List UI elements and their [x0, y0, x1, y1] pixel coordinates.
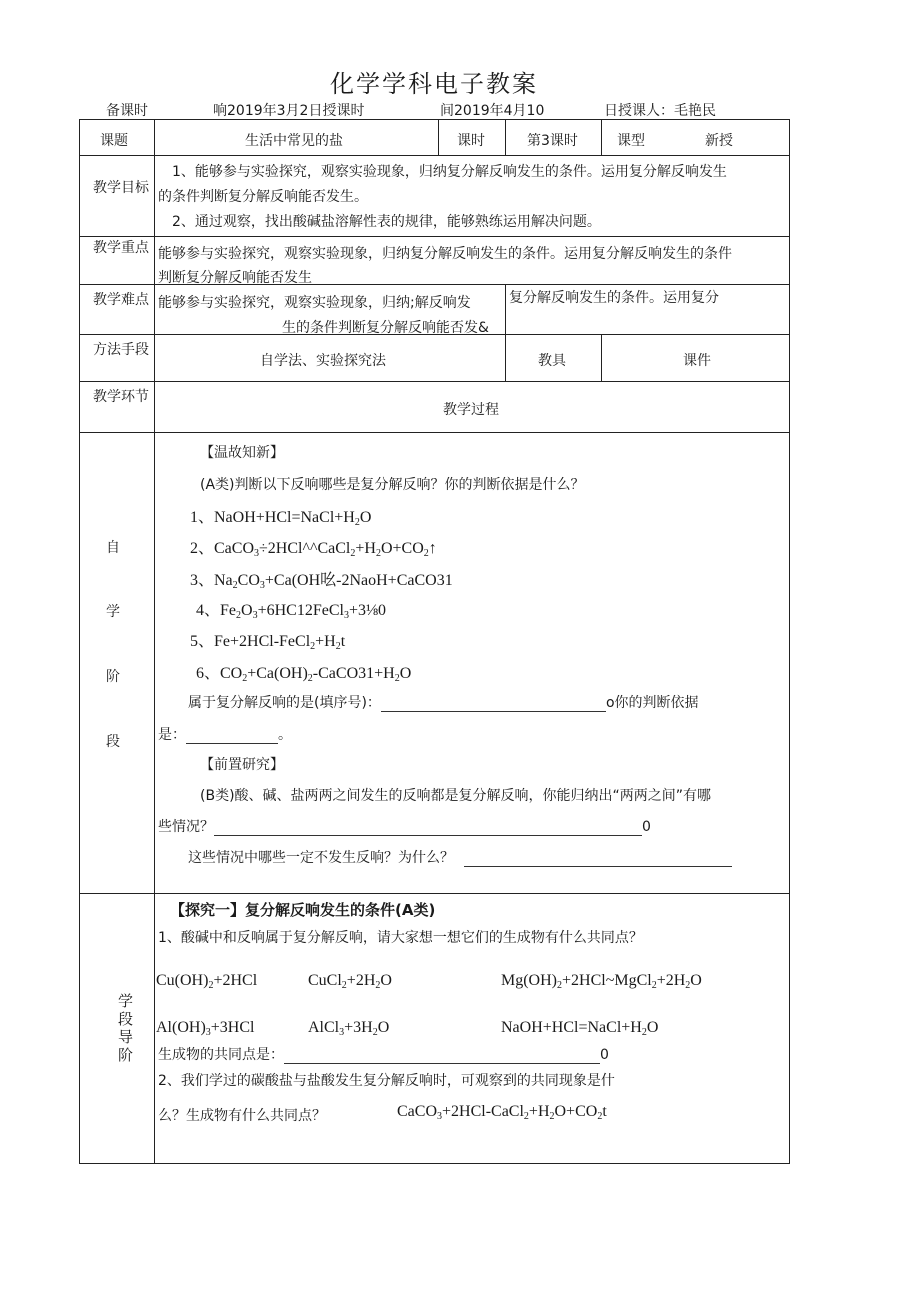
equation-3: 3、$Na_2CO_3+Ca(OH$吆-2NaoH+CaCO31 — [190, 572, 453, 591]
method-label: 方法手段 — [93, 342, 149, 358]
equation-5: 5、$Fe+2HCl-FeCl_2+H_2t$ — [190, 633, 346, 652]
guided-q1: 1、酸碱中和反响属于复分解反响，请大家想一想它们的生成物有什么共同点？ — [158, 930, 643, 946]
reaction-cucl: $CuCl_2+2H_2O$ — [308, 972, 392, 991]
difficulty-left2: 生的条件判断复分解反响能否发& — [282, 320, 489, 336]
belongs-line: 属于复分解反响的是(填序号)： o你的判断依据 — [188, 695, 699, 711]
reaction-mg: $Mg(OH)_2+2HCl\sim MgCl_2+2H_2O$ — [501, 972, 702, 991]
question-c: 这些情况中哪些一定不发生反响？为什么？ — [188, 847, 732, 867]
reaction-caco3: $CaCO_3+2HCl-CaCl_2+H_2O+CO_2t$ — [397, 1103, 607, 1122]
basis-blank[interactable] — [186, 743, 278, 744]
self-study-char-3: 阶 — [106, 669, 120, 685]
prep-label: 备课时 — [106, 103, 148, 119]
belongs-blank[interactable] — [381, 711, 606, 712]
preview-head: 【前置研究】 — [200, 757, 284, 773]
reaction-al: $Al(OH)_3+3HCl$ — [156, 1019, 255, 1038]
common-line: 生成物的共同点是： 0 — [158, 1047, 609, 1063]
guided-stage-label: 学 段 导 阶 — [118, 992, 134, 1064]
process-value: 教学过程 — [443, 402, 499, 418]
equation-6: 6、$CO_2+Ca(OH)_2-CaCO31+H_2O$ — [196, 665, 412, 684]
hours-value: 第3课时 — [527, 133, 578, 149]
keypoints-line2: 判断复分解反响能否发生 — [158, 270, 312, 286]
goals-line3: 2、通过观察，找出酸碱盐溶解性表的规律，能够熟练运用解决问题。 — [172, 214, 601, 230]
equation-1: 1、$NaOH+HCl=NaCl+H_2O$ — [190, 509, 372, 528]
teach-value: 间2019年4月10 — [440, 103, 545, 119]
equation-2: 2、$CaCO_3\div 2HCl\^{}\^{}CaCl_2+H_2O+CO_2↑$ — [190, 540, 437, 559]
teacher-label: 日授课人：毛艳民 — [604, 103, 716, 119]
self-study-char-4: 段 — [106, 734, 120, 750]
question-b: (B类)酸、碱、盐两两之间发生的反响都是复分解反响，你能归纳出“两两之间”有哪 — [200, 788, 712, 804]
page-title: 化学学科电子教案 — [330, 70, 538, 98]
reaction-naoh: $NaOH+HCl=NaCl+H_2O$ — [501, 1019, 659, 1038]
reaction-cu: $Cu(OH)_2+2HCl$ — [156, 972, 258, 991]
method-value: 自学法、实验探究法 — [260, 353, 386, 369]
hours-label: 课时 — [457, 133, 485, 149]
common-blank[interactable] — [284, 1063, 600, 1064]
review-head: 【温故知新】 — [200, 445, 284, 461]
tools-value: 课件 — [683, 353, 711, 369]
explore-head: 【探究一】复分解反响发生的条件(A类) — [170, 901, 436, 919]
difficulty-left1: 能够参与实验探究，观察实验现象，归纳;解反响发 — [158, 295, 471, 311]
topic-label: 课题 — [100, 133, 128, 149]
equation-4: 4、$Fe_2O_3+6HC12FeCl_3+3\frac{1}{8}0$ — [196, 602, 386, 621]
type-value: 新授 — [705, 133, 733, 149]
type-label: 课型 — [617, 133, 645, 149]
goals-label: 教学目标 — [93, 180, 149, 196]
tools-label: 教具 — [538, 353, 566, 369]
question-a: (A类)判断以下反响哪些是复分解反响？你的判断依据是什么？ — [200, 477, 585, 493]
process-label: 教学环节 — [93, 389, 149, 405]
self-study-char-1: 自 — [106, 540, 120, 556]
keypoints-label: 教学重点 — [93, 240, 149, 256]
question-b2: 些情况？ 0 — [158, 819, 651, 835]
why-blank[interactable] — [464, 866, 732, 867]
goals-line2: 的条件判断复分解反响能否发生。 — [158, 189, 368, 205]
is-line: 是： 。 — [158, 727, 292, 743]
guided-q2: 2、我们学过的碳酸盐与盐酸发生复分解反响时，可观察到的共同现象是什 — [158, 1073, 615, 1089]
guided-q2b: 么？生成物有什么共同点？ — [158, 1108, 326, 1124]
prep-value: 响2019年3月2日授课时 — [213, 103, 365, 119]
topic-value: 生活中常见的盐 — [245, 133, 343, 149]
difficulty-label: 教学难点 — [93, 292, 149, 308]
reaction-alcl: $AlCl_3+3H_2O$ — [308, 1019, 390, 1038]
difficulty-right1: 复分解反响发生的条件。运用复分 — [509, 290, 719, 306]
keypoints-line1: 能够参与实验探究，观察实验现象，归纳复分解反响发生的条件。运用复分解反响发生的条件 — [158, 246, 732, 262]
cases-blank[interactable] — [214, 835, 642, 836]
self-study-char-2: 学 — [106, 604, 120, 620]
goals-line1: 1、能够参与实验探究，观察实验现象，归纳复分解反响发生的条件。运用复分解反响发生 — [172, 164, 727, 180]
